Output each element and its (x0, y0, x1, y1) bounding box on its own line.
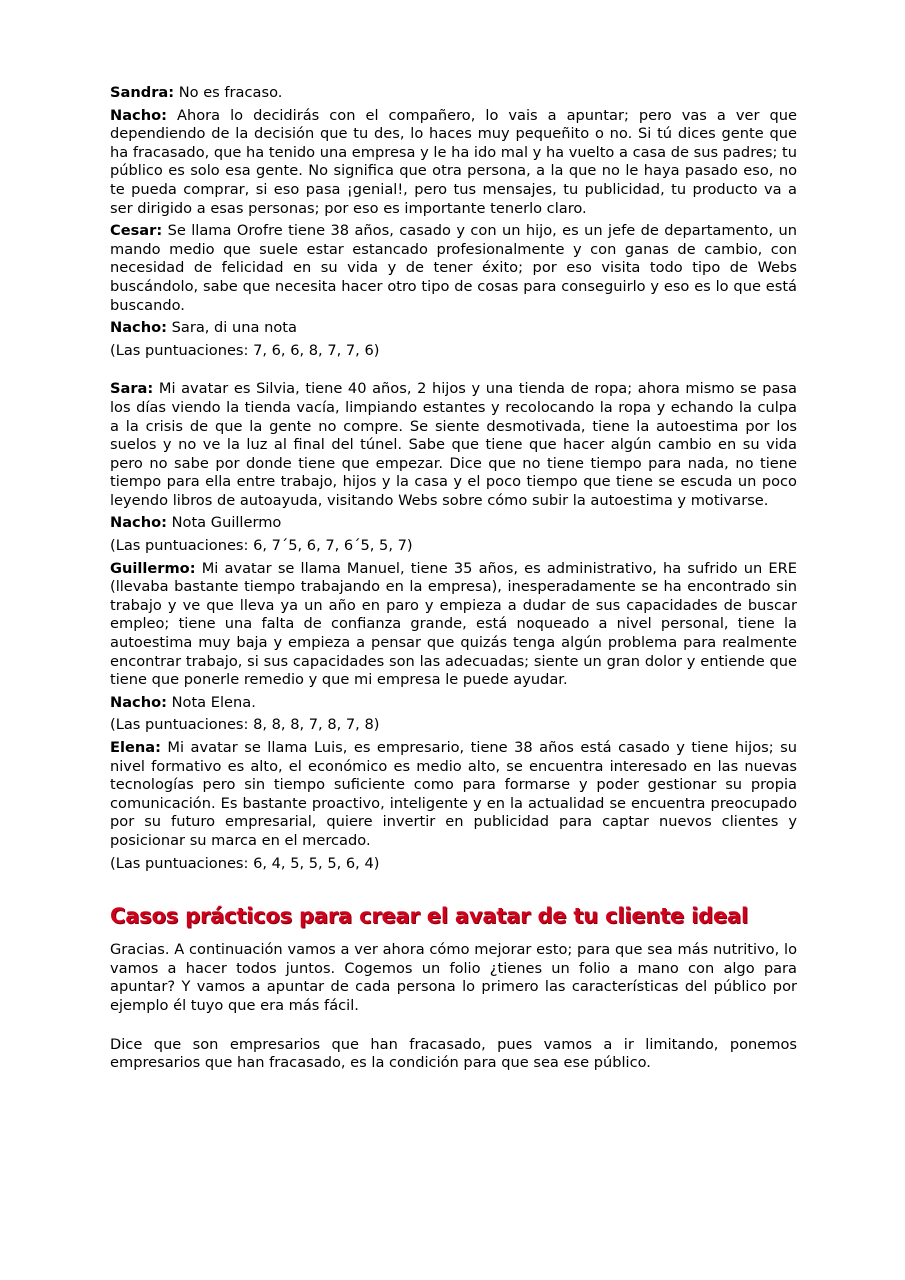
scores-text: (Las puntuaciones: 6, 7´5, 6, 7, 6´5, 5, 7) (110, 537, 413, 555)
scores-line (110, 716, 797, 735)
dialogue-text: Ahora lo decidirás con el compañero, lo vais a apuntar; pero vas a ver que dependiendo de la decisión que tu des, lo haces muy pequeñito o no. Si tú dices gente que ha fracasado, que ha tenido una empresa y le ha ido mal y ha vuelto a casa de sus padres; tu público es solo esa gente. No significa que otra persona, a la que no le haya pasado eso, no te pueda comprar, si eso pasa ¡genial!, pero tus mensajes, tu publicidad, tu producto va a ser dirigido a esas personas; por eso es importante tenerlo claro. (110, 106, 797, 217)
dialogue-text: No es fracaso. (174, 84, 283, 101)
scores-line (110, 342, 797, 361)
speaker-label: Cesar: (110, 222, 163, 240)
dialogue-text: Se llama Orofre tiene 38 años, casado y con un hijo, es un jefe de departamento, un mando medio que suele estar estancado profesionalmente y con ganas de cambio, con necesidad de felicidad en su vida y de tener éxito; por eso visita todo tipo de Webs buscándolo, sabe que necesita hacer otro tipo de cosas para conseguirlo y eso es lo que está buscando. (110, 222, 797, 314)
dialogue-guillermo (110, 560, 797, 690)
dialogue-sandra (110, 84, 797, 103)
speaker-label: Sara: (110, 380, 154, 398)
speaker-label: Nacho: (110, 106, 167, 124)
speaker-label: Elena: (110, 739, 161, 756)
dialogue-nacho (110, 694, 797, 713)
dialogue-elena (110, 739, 797, 851)
dialogue-nacho (110, 319, 797, 338)
speaker-label: Nacho: (110, 319, 167, 337)
scores-text: (Las puntuaciones: 8, 8, 8, 7, 8, 7, 8) (110, 716, 380, 734)
dialogue-nacho (110, 514, 797, 533)
speaker-label: Nacho: (110, 693, 167, 711)
scores-line (110, 537, 797, 556)
document-page (110, 84, 797, 1077)
scores-text: (Las puntuaciones: 7, 6, 6, 8, 7, 7, 6) (110, 341, 380, 359)
speaker-label: Sandra: (110, 84, 175, 101)
body-paragraph: Gracias. A continuación vamos a ver ahora cómo mejorar esto; para que sea más nutritivo, lo vamos a hacer todos juntos. Cogemos un folio ¿tienes un folio a mano con algo para apuntar? Y vamos a apuntar de cada persona lo primero las características del público por ejemplo él tuyo que era más fácil. (110, 941, 797, 1014)
dialogue-sara (110, 380, 797, 510)
dialogue-text: Nota Guillermo (166, 514, 282, 532)
dialogue-nacho (110, 107, 797, 219)
dialogue-text: Nota Elena. (166, 693, 256, 711)
dialogue-text: Sara, di una nota (166, 319, 297, 337)
scores-line (110, 855, 797, 874)
speaker-label: Nacho: (110, 514, 167, 532)
speaker-label: Guillermo: (110, 559, 196, 577)
scores-text: (Las puntuaciones: 6, 4, 5, 5, 5, 6, 4) (110, 854, 380, 872)
dialogue-text: Mi avatar es Silvia, tiene 40 años, 2 hijos y una tienda de ropa; ahora mismo se pasa los días viendo la tienda vacía, limpiando estantes y recolocando la ropa y echando la culpa a la crisis de que la gente no compre. Se siente desmotivada, tiene la autoestima por los suelos y no ve la luz al final del túnel. Sabe que tiene que hacer algún cambio en su vida pero no sabe por donde tiene que empezar. Dice que no tiene tiempo para nada, no tiene tiempo para ella entre trabajo, hijos y la casa y el poco tiempo que tiene se escuda un poco leyendo libros de autoayuda, visitando Webs sobre cómo subir la autoestima y motivarse. (110, 380, 797, 509)
dialogue-text: Mi avatar se llama Luis, es empresario, tiene 38 años está casado y tiene hijos; su nivel formativo es alto, el económico es medio alto, se encuentra interesado en las nuevas tecnologías pero sin tiempo suficiente como para formarse y poder gestionar su propia comunicación. Es bastante proactivo, inteligente y en la actualidad se encuentra preocupado por su futuro empresarial, quiere invertir en publicidad para captar nuevos clientes y posicionar su marca en el mercado. (110, 739, 797, 849)
dialogue-text: Mi avatar se llama Manuel, tiene 35 años, es administrativo, ha sufrido un ERE (llevaba bastante tiempo trabajando en la empresa), inesperadamente se ha encontrado sin trabajo y ve que lleva ya un año en paro y empieza a dudar de sus capacidades de buscar empleo; tiene una falta de confianza grande, está noqueado a nivel personal, tiene la autoestima muy baja y empieza a pensar que quizás tenga algún problema para realmente encontrar trabajo, si sus capacidades son las adecuadas; siente un gran dolor y entiende que tiene que ponerle remedio y que mi empresa le puede ayudar. (110, 559, 797, 689)
section-heading: Casos prácticos para crear el avatar de tu cliente ideal (110, 904, 748, 929)
body-paragraph: Dice que son empresarios que han fracasado, pues vamos a ir limitando, ponemos empresarios que han fracasado, es la condición para que sea ese público. (110, 1035, 797, 1072)
dialogue-cesar (110, 222, 797, 315)
